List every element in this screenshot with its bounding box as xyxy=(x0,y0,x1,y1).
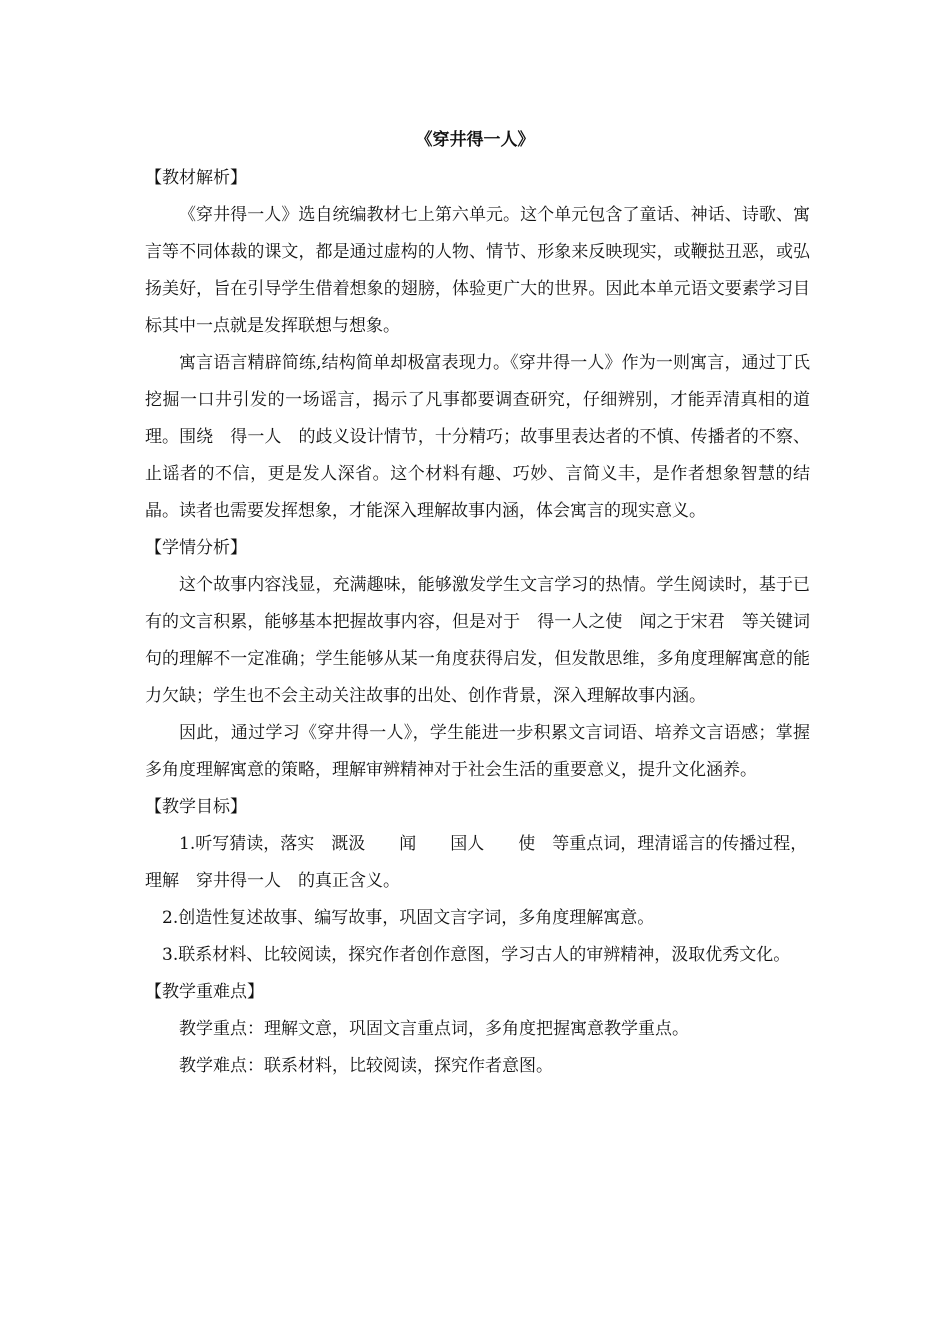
section-heading-student-analysis: 【学情分析】 xyxy=(145,538,247,558)
textbook-analysis-paragraph-2: 寓言语言精辟简练,结构简单却极富表现力。《穿井得一人》作为一则寓言，通过丁氏挖掘一口井引发的一场谣言，揭示了凡事都要调查研究，仔细辨别，才能弄清真相的道理。围绕 得一人 的歧义设计情节，十分精巧；故事里表达者的不慎、传播者的不察、止谣者的不信，更是发人深省。这个材料有趣、巧妙、言简义丰，是作者想象智慧的结晶。读者也需要发挥想象，才能深入理解故事内涵，体会寓言的现实意义。 xyxy=(145,353,810,521)
section-heading-key-difficult-points: 【教学重难点】 xyxy=(145,982,264,1002)
teaching-goal-2: 2.创造性复述故事、编写故事，巩固文言字词，多角度理解寓意。 xyxy=(162,908,655,928)
document-title: 《穿井得一人》 xyxy=(415,130,535,150)
section-heading-teaching-goals: 【教学目标】 xyxy=(145,797,247,817)
document-body xyxy=(145,160,810,1085)
student-analysis-paragraph-2: 因此，通过学习《穿井得一人》，学生能进一步积累文言词语、培养文言语感；掌握多角度理解寓意的策略，理解审辨精神对于社会生活的重要意义，提升文化涵养。 xyxy=(145,723,810,780)
textbook-analysis-paragraph-1: 《穿井得一人》选自统编教材七上第六单元。这个单元包含了童话、神话、诗歌、寓言等不同体裁的课文，都是通过虚构的人物、情节、形象来反映现实，或鞭挞丑恶，或弘扬美好，旨在引导学生借着想象的翅膀，体验更广大的世界。因此本单元语文要素学习目标其中一点就是发挥联想与想象。 xyxy=(145,205,810,336)
student-analysis-paragraph-1: 这个故事内容浅显，充满趣味，能够激发学生文言学习的热情。学生阅读时，基于已有的文言积累，能够基本把握故事内容，但是对于 得一人之使 闻之于宋君 等关键词句的理解不一定准确；学生能够从某一角度获得启发，但发散思维，多角度理解寓意的能力欠缺；学生也不会主动关注故事的出处、创作背景，深入理解故事内涵。 xyxy=(145,575,810,706)
teaching-goal-3: 3.联系材料、比较阅读，探究作者创作意图，学习古人的审辨精神，汲取优秀文化。 xyxy=(162,945,791,965)
teaching-goal-1: 1.听写猜读，落实 溉汲 闻 国人 使 等重点词，理清谣言的传播过程，理解 穿井得一人 的真正含义。 xyxy=(145,834,808,891)
teaching-key-point: 教学重点：理解文意，巩固文言重点词，多角度把握寓意教学重点。 xyxy=(179,1019,689,1039)
section-heading-textbook-analysis: 【教材解析】 xyxy=(145,168,247,188)
teaching-difficult-point: 教学难点：联系材料，比较阅读，探究作者意图。 xyxy=(179,1056,553,1076)
